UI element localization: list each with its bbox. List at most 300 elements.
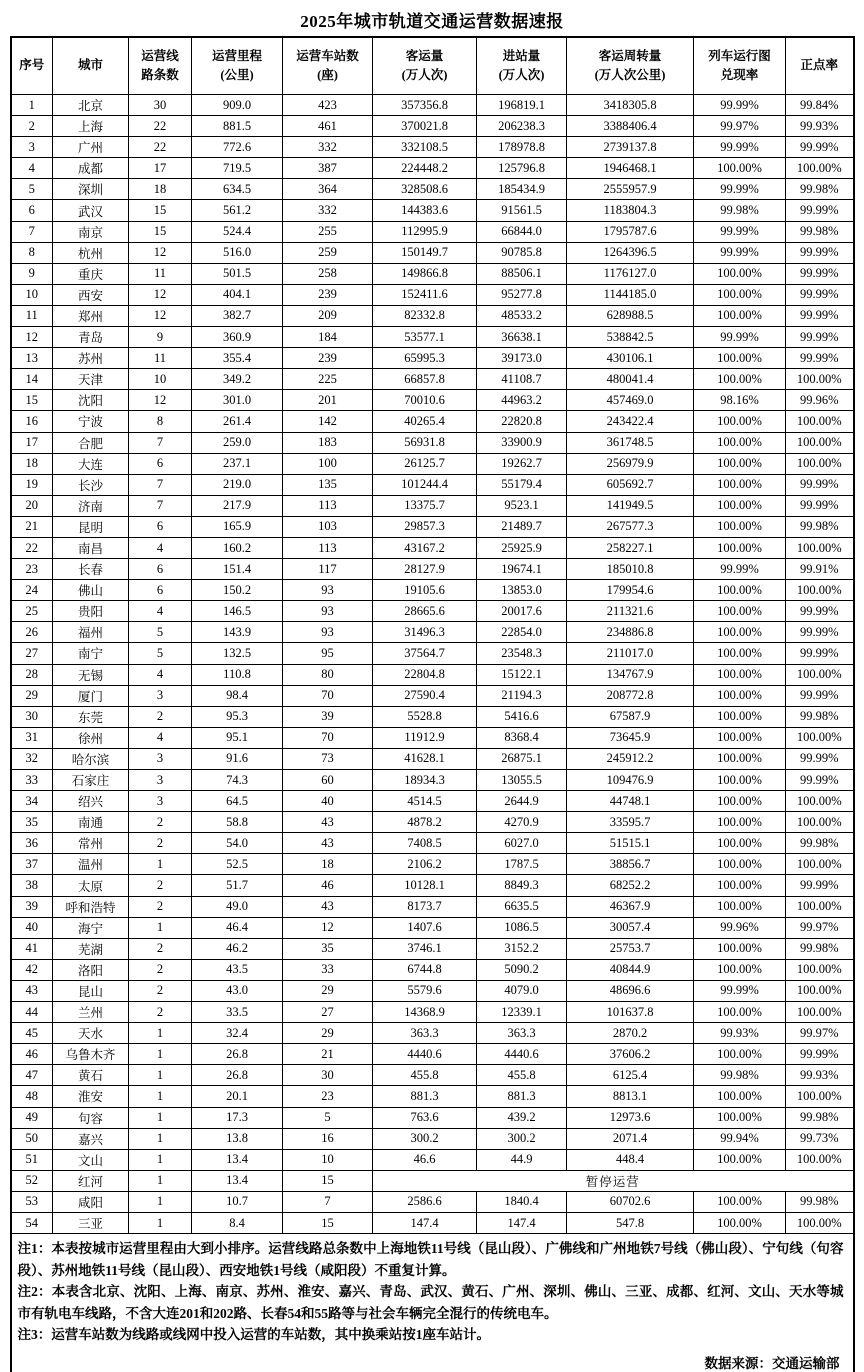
cell-mileage: 516.0 xyxy=(192,242,283,263)
cell-lines-count: 1 xyxy=(129,1191,192,1212)
cell-punctuality-rate: 100.00% xyxy=(786,959,854,980)
cell-lines-count: 1 xyxy=(129,1107,192,1128)
cell-city: 南通 xyxy=(53,812,129,833)
table-row xyxy=(11,727,854,748)
cell-passenger-volume: 10128.1 xyxy=(373,875,477,896)
cell-no: 39 xyxy=(11,896,53,917)
cell-city: 天津 xyxy=(53,369,129,390)
cell-mileage: 64.5 xyxy=(192,791,283,812)
cell-passenger-volume: 149866.8 xyxy=(373,263,477,284)
cell-entries: 12339.1 xyxy=(477,1002,567,1023)
cell-stations: 209 xyxy=(283,305,373,326)
cell-punctuality-rate: 100.00% xyxy=(786,432,854,453)
table-row xyxy=(11,559,854,580)
cell-passenger-volume: 11912.9 xyxy=(373,727,477,748)
cell-mileage: 98.4 xyxy=(192,685,283,706)
cell-city: 昆山 xyxy=(53,980,129,1001)
cell-entries: 55179.4 xyxy=(477,474,567,495)
cell-no: 41 xyxy=(11,938,53,959)
cell-fulfillment-rate: 100.00% xyxy=(694,664,786,685)
cell-no: 15 xyxy=(11,390,53,411)
cell-no: 22 xyxy=(11,537,53,558)
cell-turnover: 101637.8 xyxy=(567,1002,694,1023)
cell-mileage: 150.2 xyxy=(192,580,283,601)
cell-stations: 93 xyxy=(283,601,373,622)
cell-no: 16 xyxy=(11,411,53,432)
cell-turnover: 258227.1 xyxy=(567,537,694,558)
table-row xyxy=(11,284,854,305)
cell-fulfillment-rate: 100.00% xyxy=(694,474,786,495)
cell-passenger-volume: 363.3 xyxy=(373,1023,477,1044)
cell-fulfillment-rate: 100.00% xyxy=(694,1212,786,1233)
cell-stations: 423 xyxy=(283,95,373,116)
cell-punctuality-rate: 99.84% xyxy=(786,95,854,116)
cell-city: 广州 xyxy=(53,137,129,158)
cell-entries: 36638.1 xyxy=(477,327,567,348)
cell-passenger-volume: 5579.6 xyxy=(373,980,477,1001)
cell-city: 常州 xyxy=(53,833,129,854)
cell-entries: 196819.1 xyxy=(477,95,567,116)
column-header-mileage: 运营里程 (公里) xyxy=(192,37,283,95)
cell-turnover: 109476.9 xyxy=(567,770,694,791)
cell-fulfillment-rate: 100.00% xyxy=(694,727,786,748)
cell-city: 宁波 xyxy=(53,411,129,432)
cell-mileage: 561.2 xyxy=(192,200,283,221)
cell-turnover: 547.8 xyxy=(567,1212,694,1233)
column-header-fulfillment-rate: 列车运行图 兑现率 xyxy=(694,37,786,95)
cell-entries: 6027.0 xyxy=(477,833,567,854)
cell-fulfillment-rate: 100.00% xyxy=(694,369,786,390)
table-row xyxy=(11,938,854,959)
cell-entries: 4079.0 xyxy=(477,980,567,1001)
cell-entries: 4440.6 xyxy=(477,1044,567,1065)
cell-mileage: 382.7 xyxy=(192,305,283,326)
cell-no: 11 xyxy=(11,305,53,326)
cell-stations: 201 xyxy=(283,390,373,411)
cell-punctuality-rate: 99.93% xyxy=(786,116,854,137)
cell-city: 厦门 xyxy=(53,685,129,706)
cell-fulfillment-rate: 100.00% xyxy=(694,158,786,179)
cell-city: 昆明 xyxy=(53,516,129,537)
cell-fulfillment-rate: 100.00% xyxy=(694,748,786,769)
cell-passenger-volume: 101244.4 xyxy=(373,474,477,495)
table-row xyxy=(11,643,854,664)
table-row xyxy=(11,854,854,875)
cell-mileage: 146.5 xyxy=(192,601,283,622)
cell-turnover: 185010.8 xyxy=(567,559,694,580)
table-row xyxy=(11,242,854,263)
cell-city: 上海 xyxy=(53,116,129,137)
cell-city: 绍兴 xyxy=(53,791,129,812)
cell-no: 29 xyxy=(11,685,53,706)
cell-punctuality-rate: 99.99% xyxy=(786,601,854,622)
cell-entries: 66844.0 xyxy=(477,221,567,242)
cell-no: 49 xyxy=(11,1107,53,1128)
cell-stations: 364 xyxy=(283,179,373,200)
cell-entries: 8849.3 xyxy=(477,875,567,896)
cell-lines-count: 2 xyxy=(129,1002,192,1023)
cell-entries: 185434.9 xyxy=(477,179,567,200)
cell-turnover: 2555957.9 xyxy=(567,179,694,200)
cell-turnover: 30057.4 xyxy=(567,917,694,938)
cell-city: 淮安 xyxy=(53,1086,129,1107)
cell-city: 深圳 xyxy=(53,179,129,200)
cell-mileage: 51.7 xyxy=(192,875,283,896)
cell-no: 24 xyxy=(11,580,53,601)
cell-entries: 5416.6 xyxy=(477,706,567,727)
cell-no: 12 xyxy=(11,327,53,348)
table-row xyxy=(11,1149,854,1170)
cell-entries: 13055.5 xyxy=(477,770,567,791)
cell-lines-count: 7 xyxy=(129,474,192,495)
cell-turnover: 44748.1 xyxy=(567,791,694,812)
cell-mileage: 8.4 xyxy=(192,1212,283,1233)
cell-punctuality-rate: 100.00% xyxy=(786,537,854,558)
cell-no: 42 xyxy=(11,959,53,980)
cell-punctuality-rate: 99.98% xyxy=(786,833,854,854)
cell-passenger-volume: 150149.7 xyxy=(373,242,477,263)
cell-stations: 113 xyxy=(283,537,373,558)
cell-passenger-volume: 19105.6 xyxy=(373,580,477,601)
cell-punctuality-rate: 100.00% xyxy=(786,158,854,179)
cell-no: 10 xyxy=(11,284,53,305)
cell-mileage: 13.4 xyxy=(192,1149,283,1170)
cell-no: 38 xyxy=(11,875,53,896)
cell-city: 无锡 xyxy=(53,664,129,685)
cell-city: 石家庄 xyxy=(53,770,129,791)
cell-punctuality-rate: 99.99% xyxy=(786,263,854,284)
cell-no: 32 xyxy=(11,748,53,769)
cell-turnover: 480041.4 xyxy=(567,369,694,390)
cell-fulfillment-rate: 100.00% xyxy=(694,833,786,854)
cell-fulfillment-rate: 100.00% xyxy=(694,938,786,959)
cell-stations: 461 xyxy=(283,116,373,137)
cell-city: 温州 xyxy=(53,854,129,875)
cell-passenger-volume: 4514.5 xyxy=(373,791,477,812)
cell-lines-count: 9 xyxy=(129,327,192,348)
cell-stations: 93 xyxy=(283,622,373,643)
cell-stations: 27 xyxy=(283,1002,373,1023)
table-row xyxy=(11,432,854,453)
cell-mileage: 26.8 xyxy=(192,1065,283,1086)
cell-lines-count: 1 xyxy=(129,1065,192,1086)
cell-no: 19 xyxy=(11,474,53,495)
cell-mileage: 52.5 xyxy=(192,854,283,875)
cell-city: 徐州 xyxy=(53,727,129,748)
table-row xyxy=(11,706,854,727)
cell-mileage: 46.4 xyxy=(192,917,283,938)
cell-entries: 44963.2 xyxy=(477,390,567,411)
cell-punctuality-rate: 99.99% xyxy=(786,875,854,896)
cell-passenger-volume: 56931.8 xyxy=(373,432,477,453)
data-table xyxy=(10,36,855,1372)
cell-passenger-volume: 53577.1 xyxy=(373,327,477,348)
cell-stations: 70 xyxy=(283,685,373,706)
cell-no: 40 xyxy=(11,917,53,938)
cell-passenger-volume: 28665.6 xyxy=(373,601,477,622)
cell-entries: 881.3 xyxy=(477,1086,567,1107)
cell-fulfillment-rate: 100.00% xyxy=(694,622,786,643)
cell-entries: 2644.9 xyxy=(477,791,567,812)
cell-passenger-volume: 31496.3 xyxy=(373,622,477,643)
note-3: 注3：运营车站数为线路或线网中投入运营的车站数，其中换乘站按1座车站计。 xyxy=(17,1327,490,1343)
cell-entries: 1086.5 xyxy=(477,917,567,938)
cell-lines-count: 2 xyxy=(129,959,192,980)
cell-passenger-volume: 6744.8 xyxy=(373,959,477,980)
cell-mileage: 110.8 xyxy=(192,664,283,685)
cell-punctuality-rate: 99.73% xyxy=(786,1128,854,1149)
cell-lines-count: 7 xyxy=(129,495,192,516)
column-header-passenger-volume: 客运量 (万人次) xyxy=(373,37,477,95)
cell-fulfillment-rate: 99.99% xyxy=(694,559,786,580)
cell-stations: 142 xyxy=(283,411,373,432)
cell-suspended-status: 暂停运营 xyxy=(373,1170,854,1191)
cell-passenger-volume: 28127.9 xyxy=(373,559,477,580)
cell-passenger-volume: 1407.6 xyxy=(373,917,477,938)
cell-passenger-volume: 370021.8 xyxy=(373,116,477,137)
header-row xyxy=(11,37,854,95)
table-row xyxy=(11,1023,854,1044)
cell-no: 3 xyxy=(11,137,53,158)
cell-passenger-volume: 3746.1 xyxy=(373,938,477,959)
cell-lines-count: 1 xyxy=(129,1023,192,1044)
cell-turnover: 267577.3 xyxy=(567,516,694,537)
table-row xyxy=(11,305,854,326)
cell-fulfillment-rate: 100.00% xyxy=(694,411,786,432)
cell-stations: 332 xyxy=(283,200,373,221)
cell-lines-count: 12 xyxy=(129,242,192,263)
cell-no: 51 xyxy=(11,1149,53,1170)
cell-no: 27 xyxy=(11,643,53,664)
cell-mileage: 719.5 xyxy=(192,158,283,179)
cell-stations: 29 xyxy=(283,1023,373,1044)
cell-turnover: 38856.7 xyxy=(567,854,694,875)
cell-passenger-volume: 147.4 xyxy=(373,1212,477,1233)
cell-lines-count: 2 xyxy=(129,896,192,917)
table-row xyxy=(11,1002,854,1023)
cell-lines-count: 2 xyxy=(129,833,192,854)
table-row xyxy=(11,791,854,812)
table-row xyxy=(11,812,854,833)
cell-stations: 43 xyxy=(283,896,373,917)
cell-stations: 113 xyxy=(283,495,373,516)
cell-mileage: 95.3 xyxy=(192,706,283,727)
table-row xyxy=(11,833,854,854)
cell-fulfillment-rate: 99.93% xyxy=(694,1023,786,1044)
cell-city: 杭州 xyxy=(53,242,129,263)
table-row xyxy=(11,1086,854,1107)
cell-no: 30 xyxy=(11,706,53,727)
cell-mileage: 49.0 xyxy=(192,896,283,917)
cell-fulfillment-rate: 99.99% xyxy=(694,327,786,348)
cell-fulfillment-rate: 100.00% xyxy=(694,284,786,305)
cell-stations: 184 xyxy=(283,327,373,348)
cell-no: 35 xyxy=(11,812,53,833)
cell-lines-count: 1 xyxy=(129,1212,192,1233)
cell-lines-count: 12 xyxy=(129,284,192,305)
notes-row xyxy=(11,1234,854,1372)
cell-fulfillment-rate: 100.00% xyxy=(694,854,786,875)
cell-no: 36 xyxy=(11,833,53,854)
cell-no: 8 xyxy=(11,242,53,263)
note-2: 注2：本表含北京、沈阳、上海、南京、苏州、淮安、嘉兴、青岛、武汉、黄石、广州、深圳、佛山、三亚、成都、红河、文山、天水等城市有轨电车线路，不含大连201和202路、长春54和55路等与社会车辆完全混行的传统电车。 xyxy=(17,1284,844,1321)
cell-mileage: 26.8 xyxy=(192,1044,283,1065)
cell-entries: 13853.0 xyxy=(477,580,567,601)
cell-punctuality-rate: 99.91% xyxy=(786,559,854,580)
cell-fulfillment-rate: 100.00% xyxy=(694,812,786,833)
cell-punctuality-rate: 99.98% xyxy=(786,938,854,959)
table-row xyxy=(11,137,854,158)
cell-city: 南京 xyxy=(53,221,129,242)
cell-mileage: 160.2 xyxy=(192,537,283,558)
cell-passenger-volume: 4878.2 xyxy=(373,812,477,833)
cell-passenger-volume: 7408.5 xyxy=(373,833,477,854)
cell-fulfillment-rate: 100.00% xyxy=(694,263,786,284)
cell-lines-count: 3 xyxy=(129,791,192,812)
cell-city: 长春 xyxy=(53,559,129,580)
cell-punctuality-rate: 99.99% xyxy=(786,770,854,791)
cell-fulfillment-rate: 100.00% xyxy=(694,643,786,664)
cell-punctuality-rate: 99.99% xyxy=(786,474,854,495)
cell-punctuality-rate: 100.00% xyxy=(786,1149,854,1170)
cell-passenger-volume: 2586.6 xyxy=(373,1191,477,1212)
cell-punctuality-rate: 100.00% xyxy=(786,854,854,875)
cell-lines-count: 4 xyxy=(129,537,192,558)
cell-turnover: 1946468.1 xyxy=(567,158,694,179)
cell-no: 1 xyxy=(11,95,53,116)
cell-mileage: 13.4 xyxy=(192,1170,283,1191)
cell-fulfillment-rate: 100.00% xyxy=(694,875,786,896)
cell-mileage: 132.5 xyxy=(192,643,283,664)
cell-passenger-volume: 4440.6 xyxy=(373,1044,477,1065)
cell-stations: 21 xyxy=(283,1044,373,1065)
cell-turnover: 37606.2 xyxy=(567,1044,694,1065)
cell-no: 52 xyxy=(11,1170,53,1191)
cell-fulfillment-rate: 99.97% xyxy=(694,116,786,137)
cell-city: 南宁 xyxy=(53,643,129,664)
cell-passenger-volume: 2106.2 xyxy=(373,854,477,875)
cell-fulfillment-rate: 100.00% xyxy=(694,495,786,516)
cell-no: 50 xyxy=(11,1128,53,1149)
cell-mileage: 772.6 xyxy=(192,137,283,158)
cell-no: 25 xyxy=(11,601,53,622)
cell-punctuality-rate: 99.98% xyxy=(786,516,854,537)
cell-lines-count: 11 xyxy=(129,263,192,284)
cell-punctuality-rate: 99.96% xyxy=(786,390,854,411)
cell-city: 芜湖 xyxy=(53,938,129,959)
cell-turnover: 1183804.3 xyxy=(567,200,694,221)
cell-stations: 100 xyxy=(283,453,373,474)
cell-passenger-volume: 881.3 xyxy=(373,1086,477,1107)
cell-stations: 255 xyxy=(283,221,373,242)
cell-passenger-volume: 13375.7 xyxy=(373,495,477,516)
cell-passenger-volume: 82332.8 xyxy=(373,305,477,326)
cell-punctuality-rate: 99.93% xyxy=(786,1065,854,1086)
cell-lines-count: 2 xyxy=(129,875,192,896)
cell-mileage: 909.0 xyxy=(192,95,283,116)
cell-stations: 43 xyxy=(283,833,373,854)
cell-entries: 25925.9 xyxy=(477,537,567,558)
cell-entries: 21489.7 xyxy=(477,516,567,537)
cell-fulfillment-rate: 100.00% xyxy=(694,896,786,917)
cell-punctuality-rate: 100.00% xyxy=(786,580,854,601)
cell-stations: 35 xyxy=(283,938,373,959)
cell-fulfillment-rate: 100.00% xyxy=(694,791,786,812)
cell-passenger-volume: 40265.4 xyxy=(373,411,477,432)
cell-mileage: 20.1 xyxy=(192,1086,283,1107)
cell-mileage: 151.4 xyxy=(192,559,283,580)
cell-no: 54 xyxy=(11,1212,53,1233)
cell-punctuality-rate: 100.00% xyxy=(786,1002,854,1023)
cell-fulfillment-rate: 99.99% xyxy=(694,221,786,242)
cell-stations: 103 xyxy=(283,516,373,537)
cell-turnover: 1264396.5 xyxy=(567,242,694,263)
cell-lines-count: 30 xyxy=(129,95,192,116)
cell-passenger-volume: 37564.7 xyxy=(373,643,477,664)
cell-city: 佛山 xyxy=(53,580,129,601)
cell-turnover: 208772.8 xyxy=(567,685,694,706)
cell-stations: 239 xyxy=(283,348,373,369)
cell-lines-count: 6 xyxy=(129,580,192,601)
cell-turnover: 256979.9 xyxy=(567,453,694,474)
cell-stations: 39 xyxy=(283,706,373,727)
cell-mileage: 404.1 xyxy=(192,284,283,305)
cell-fulfillment-rate: 100.00% xyxy=(694,685,786,706)
cell-no: 34 xyxy=(11,791,53,812)
cell-entries: 300.2 xyxy=(477,1128,567,1149)
table-row xyxy=(11,1107,854,1128)
cell-punctuality-rate: 99.99% xyxy=(786,327,854,348)
cell-fulfillment-rate: 99.99% xyxy=(694,980,786,1001)
table-row xyxy=(11,685,854,706)
cell-city: 南昌 xyxy=(53,537,129,558)
cell-stations: 5 xyxy=(283,1107,373,1128)
cell-entries: 125796.8 xyxy=(477,158,567,179)
cell-lines-count: 2 xyxy=(129,980,192,1001)
cell-no: 31 xyxy=(11,727,53,748)
cell-city: 洛阳 xyxy=(53,959,129,980)
cell-passenger-volume: 763.6 xyxy=(373,1107,477,1128)
cell-entries: 178978.8 xyxy=(477,137,567,158)
cell-city: 合肥 xyxy=(53,432,129,453)
cell-mileage: 301.0 xyxy=(192,390,283,411)
cell-stations: 60 xyxy=(283,770,373,791)
cell-mileage: 881.5 xyxy=(192,116,283,137)
cell-no: 4 xyxy=(11,158,53,179)
table-row xyxy=(11,748,854,769)
cell-stations: 33 xyxy=(283,959,373,980)
cell-lines-count: 3 xyxy=(129,685,192,706)
cell-city: 兰州 xyxy=(53,1002,129,1023)
cell-turnover: 67587.9 xyxy=(567,706,694,727)
cell-passenger-volume: 14368.9 xyxy=(373,1002,477,1023)
cell-stations: 40 xyxy=(283,791,373,812)
cell-stations: 225 xyxy=(283,369,373,390)
cell-stations: 15 xyxy=(283,1170,373,1191)
cell-lines-count: 4 xyxy=(129,727,192,748)
cell-mileage: 95.1 xyxy=(192,727,283,748)
table-row xyxy=(11,516,854,537)
cell-no: 45 xyxy=(11,1023,53,1044)
column-header-entries: 进站量 (万人次) xyxy=(477,37,567,95)
cell-fulfillment-rate: 99.99% xyxy=(694,179,786,200)
cell-lines-count: 6 xyxy=(129,516,192,537)
cell-passenger-volume: 5528.8 xyxy=(373,706,477,727)
cell-lines-count: 2 xyxy=(129,706,192,727)
notes-section xyxy=(11,1234,854,1372)
cell-turnover: 361748.5 xyxy=(567,432,694,453)
cell-fulfillment-rate: 100.00% xyxy=(694,1044,786,1065)
